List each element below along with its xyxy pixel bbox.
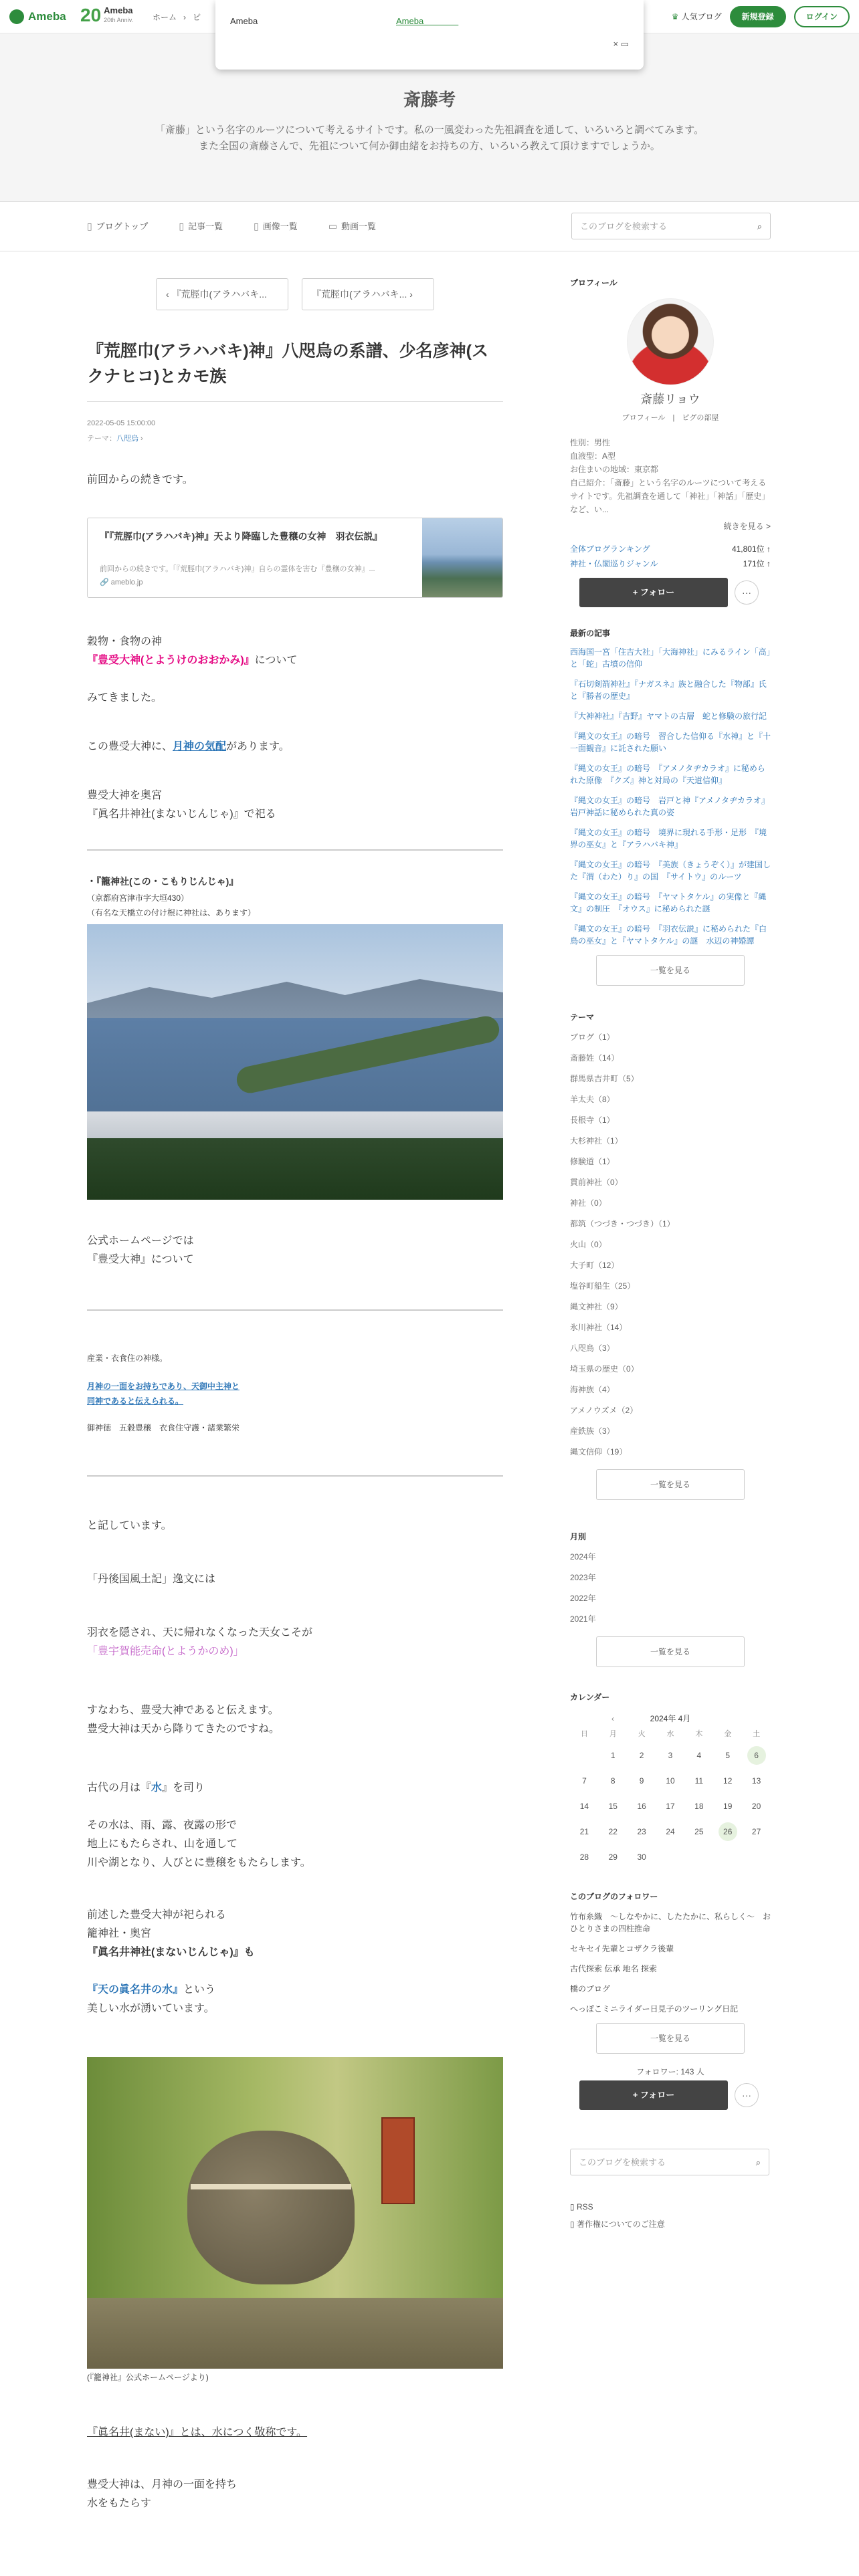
nav-blog-top[interactable]: ▯ ブログトップ [87,219,148,233]
calendar-grid [570,1729,771,1867]
login-button[interactable]: ログイン [794,6,850,27]
weekday-label: 日 [580,1729,588,1738]
theme-link[interactable]: 斎藤姓（14） [570,1053,619,1063]
profile-more-link[interactable]: 続きを見る > [723,521,771,531]
recent-article-link[interactable]: 『縄文の女王』の暗号 『ヤマトタケル』の実像と『縄文』の制圧 『オウス』に秘められた謎 [570,891,767,914]
calendar-day[interactable]: 15 [608,1802,617,1811]
calendar-section: カレンダー ‹ 2024年 4月 日 月 火 水 木 金 土 1 2 3 4 5 6 7 8 9 10 11 12 13 14 15 16 17 18 19 20 21 22 23 24 25 26 27 28 29 30 [570,1691,771,1867]
calendar-day[interactable]: 8 [610,1776,615,1786]
divider [87,1309,503,1311]
theme-link[interactable]: 火山（0） [570,1239,607,1249]
recent-article-link[interactable]: 『石切剣箭神社』『ナガスネ』族と融合した『物部』氏と『勝者の歴史』 [570,679,767,701]
calendar-day[interactable]: 30 [637,1852,646,1862]
blog-title[interactable]: 斎藤考 [403,90,456,110]
theme-link[interactable]: 大杉神社（1） [570,1136,623,1146]
recent-article-link[interactable]: 『縄文の女王』の暗号 境界に現れる手形・足形 『境界の巫女』と『アラハバキ神』 [570,827,767,849]
calendar-day [713,1848,742,1866]
article: ‹ 『荒脛巾(アラハバキ... 『荒脛巾(アラハバキ... › 『荒脛巾(アラハバキ)神』八咫烏の系譜、少名彦神(スクナヒコ)とカモ族 2022-05-05 15:00:00 テーマ：八咫烏 › 前回からの続きです。 『『荒脛巾(アラハバキ)神』天より降臨した豊穣の女神 羽衣伝説』 前回からの続きです。「『荒脛巾(アラハバキ)神』自らの霊体を害む『豊穣の女神』... 🔗 ameblo.jp 穀物・食物の神 『豊受大神(とようけのおおかみ)』について みてきました。 この豊受大神に、月神の気配があります。 豊受大神を奥宮 『眞名井神社(まないじんじゃ)』で祀る ・『籠神社(この・こもりじんじゃ)』 （京都府宮津市字大垣430） （有名な天橋立の付け根に神社は、あります） 公式ホームページでは 『豊受大神』について 産業・衣食住の神様。 月神の一面をお持ちであり、天御中主神と 同神であると伝えられる。 御神徳 五穀豊穣 衣食住守護・諸業繁栄 と記しています。 「丹後国風土記」逸文には 羽衣を隠され、天に帰れなくなった天女こそが 「豊宇賀能売命(とようかのめ)」 すなわち、豊受大神であると伝えます。 豊受大神は天から降りてきたのですね。 古代の月は『水』を司り その水は、雨、露、夜露の形で 地上にもたらされ、山を通して 川や湖となり、人びとに豊穣をもたらします。 前述した豊受大神が祀られる 籠神社・奥宮 『眞名井神社(まないじんじゃ)』も 『天の眞名井の水』という 美しい水が湧いています。 (『籠神社』公式ホームページより) 『眞名井(まない)』とは、水につく敬称です。 豊受大神は、月神の一面を持ち 水をもたらす [87,251,503,2513]
theme-link[interactable]: 群馬県吉井町（5） [570,1073,639,1083]
breadcrumb-sep: › [183,13,187,22]
breadcrumb-home[interactable]: ホーム [153,13,177,22]
article-theme: テーマ：八咫烏 › [87,434,143,443]
signup-button[interactable]: 新規登録 [730,6,786,27]
calendar-day [570,1746,599,1765]
recent-article-link[interactable]: 『縄文の女王』の暗号 岩戸と神『アメノタヂカラオ』岩戸神話に秘められた真の姿 [570,795,769,817]
theme-link[interactable]: ブログ（1） [570,1032,615,1042]
divider [87,1475,503,1477]
recent-article-link[interactable]: 西海国一宮「住吉大社」「大海神社」にみるライン「高」と「蛇」古墳の信仰 [570,647,771,669]
calendar-day[interactable]: 11 [694,1776,704,1786]
theme-link[interactable]: 八咫烏 [116,434,138,443]
theme-link[interactable]: 修験道（1） [570,1156,615,1166]
paragraph: 前回からの続きです。 [87,474,193,486]
month-link[interactable]: 2022年 [570,1593,596,1603]
popup-close-button[interactable]: × ▭ [613,39,629,49]
search-icon[interactable]: ⌕ [755,2157,761,2167]
rss-icon: ▯ [570,2202,575,2212]
top-actions [672,6,850,27]
theme-link[interactable]: 塩谷町船生（25） [570,1281,636,1291]
calendar-day[interactable]: 1 [610,1751,615,1760]
ranking-overall[interactable]: 全体ブログランキング 41,801位 ↑ [570,544,771,554]
month-link[interactable]: 2023年 [570,1572,596,1582]
theme-link[interactable]: 神社（0） [570,1198,607,1208]
theme-link[interactable]: アメノウズメ（2） [570,1405,638,1415]
calendar-day[interactable]: 26 [719,1822,737,1841]
months-more-button[interactable]: 一覧を見る [596,1636,745,1667]
article-title: 『荒脛巾(アラハバキ)神』八咫烏の系譜、少名彦神(スクナヒコ)とカモ族 [87,338,503,402]
theme-link[interactable]: 縄文信仰（19） [570,1446,628,1457]
recent-more-button[interactable]: 一覧を見る [596,955,745,986]
recent-article-link[interactable]: 『縄文の女王』の暗号 『美族（きょうぞく）』が建国した『渭（わた）り』の国 『サイトウ』のルーツ [570,859,771,881]
month-link[interactable]: 2024年 [570,1551,596,1562]
calendar-day[interactable]: 19 [723,1802,733,1811]
followers-more-button[interactable]: 一覧を見る [596,2023,745,2054]
recent-article-link[interactable]: 『大神神社』『吉野』ヤマトの古層 蛇と修験の旅行記 [570,711,767,721]
sidebar [570,251,771,2233]
profile-info: 性別：男性 血液型：A型 お住まいの地域：東京都 自己紹介：「斎藤」という名字のルーツについて考えるサイトです。先祖調査を通して「神社」「神話」「歴史」など、い... [570,437,770,514]
rss-link[interactable]: ▯ RSS [570,2202,593,2212]
list-icon: ▯ [179,221,185,231]
ameba-logo-icon [9,9,24,24]
theme-link[interactable]: 羊太夫（8） [570,1094,615,1104]
more-options-button[interactable]: ··· [735,2083,759,2107]
calendar-day[interactable]: 25 [694,1827,704,1836]
weekday-label: 金 [724,1729,732,1738]
calendar-day[interactable]: 4 [696,1751,702,1760]
blog-description: 「斎藤」という名字のルーツについて考えるサイトです。私の一風変わった先祖調査を通して、いろいろと調べてみます。 また全国の斎藤さんで、先祖について何か御由緒をお持ちの方、いろいろ教えて頂けますでしょうか。 [155,124,704,152]
calendar-day[interactable]: 6 [747,1746,766,1765]
manai-shrine-photo [87,2057,503,2369]
follower-blog-link[interactable]: 竹布糸織 ～しなやかに、したたかに、私らしく～ おひとりさまの四柱推命 [570,1912,771,1933]
calendar-day [742,1848,771,1866]
weekday-label: 月 [609,1729,617,1738]
theme-link[interactable]: 産鉄族（3） [570,1426,615,1436]
crown-icon: ♛ [671,12,679,21]
theme-link[interactable]: 長根寺（1） [570,1115,615,1125]
recent-article-link[interactable]: 『縄文の女王』の暗号 『アメノタヂカラオ』に秘められた原像 『クズ』神と対局の『天道信仰』 [570,763,765,785]
calendar-day[interactable]: 9 [639,1776,644,1786]
calendar-day[interactable]: 3 [668,1751,673,1760]
article-pager [87,278,503,310]
theme-link[interactable]: 埼玉県の歴史（0） [570,1364,639,1374]
copyright-link[interactable]: ▯ 著作権についてのご注意 [570,2220,665,2229]
profile-link[interactable]: プロフィール [622,414,666,422]
calendar-day[interactable]: 21 [579,1827,589,1836]
pigg-room-link[interactable]: ピグの部屋 [682,414,719,422]
theme-link[interactable]: 八咫烏（3） [570,1343,615,1353]
amanohashidate-photo [87,924,503,1200]
prev-month-button[interactable]: ‹ [611,1713,614,1723]
follow-button[interactable]: + フォロー [579,2080,728,2110]
anniversary-logo[interactable]: 20 Ameba 20th Anniv. [80,5,134,25]
calendar-day[interactable]: 27 [751,1827,761,1836]
theme-link[interactable]: 海神族（4） [570,1384,615,1394]
card-thumbnail [422,518,502,598]
article-date: 2022-05-05 15:00:00 [87,419,156,427]
follower-blog-link[interactable]: セキセイ先輩とコザクラ後輩 [570,1944,674,1953]
profile-name[interactable]: 斎藤リョウ [640,393,700,406]
nav-image-list[interactable]: ▯ 画像一覧 [254,219,298,233]
recent-article-link[interactable]: 『縄文の女王』の暗号 『羽衣伝説』に秘められた『白鳥の巫女』と『ヤマトタケル』の謎 水辺の神婚譚 [570,924,767,946]
quote-block: ・『籠神社(この・こもりじんじゃ)』 （京都府宮津市字大垣430） （有名な天橋立の付け根に神社は、あります） [87,876,256,918]
follower-blog-link[interactable]: 橋のブログ [570,1984,611,1994]
followers-section: このブログのフォロワー 竹布糸織 ～しなやかに、したたかに、私らしく～ おひとりさまの四柱推命 セキセイ先輩とコザクラ後輩 古代探索 伝承 地名 探索 橋のブログ へっぽこミニライダー日見子のツーリング日記 一覧を見る フォロワー: 143 人 + フォロー ··· [570,1891,771,2110]
month-link[interactable]: 2021年 [570,1614,596,1624]
weekday-label: 水 [666,1729,674,1738]
divider [87,849,503,851]
recent-articles: 最新の記事 西海国一宮「住吉大社」「大海神社」にみるライン「高」と「蛇」古墳の信仰 『石切剣箭神社』『ナガスネ』族と融合した『物部』氏と『勝者の歴史』 『大神神社』『吉野』ヤマトの古層 蛇と修験の旅行記 『縄文の女王』の暗号 習合した信仰る『水神』と『十一面観音』に託された願い 『縄文の女王』の暗号 『アメノタヂカラオ』に秘められた原像 『クズ』神と対局の『天道信仰』 『縄文の女王』の暗号 岩戸と神『アメノタヂカラオ』岩戸神話に秘められた真の姿 『縄文の女王』の暗号 境界に現れる手形・足形 『境界の巫女』と『アラハバキ神』 『縄文の女王』の暗号 『美族（きょうぞく）』が建国した『渭（わた）り』の国 『サイトウ』のルーツ 『縄文の女王』の暗号 『ヤマトタケル』の実像と『縄文』の制圧 『オウス』に秘められた謎 『縄文の女王』の暗号 『羽衣伝説』に秘められた『白鳥の巫女』と『ヤマトタケル』の謎 水辺の神婚譚 一覧を見る [570,627,771,986]
calendar-day[interactable]: 16 [637,1802,646,1811]
nav-article-list[interactable]: ▯ 記事一覧 [179,219,223,233]
weekday-label: 火 [638,1729,646,1738]
video-icon: ▭ [328,221,338,231]
quote-block-2: 産業・衣食住の神様。 月神の一面をお持ちであり、天御中主神と 同神であると伝えられる。 御神徳 五穀豊穣 衣食住守護・諸業繁栄 [87,1354,240,1432]
follower-blog-link[interactable]: 古代探索 伝承 地名 探索 [570,1964,658,1973]
link-card[interactable]: 『『荒脛巾(アラハバキ)神』天より降臨した豊穣の女神 羽衣伝説』 前回からの続きです。「『荒脛巾(アラハバキ)神』自らの霊体を害む『豊穣の女神』... 🔗 ameblo.jp [87,518,503,598]
calendar-day[interactable]: 10 [666,1776,675,1786]
more-options-button[interactable]: ··· [735,580,759,605]
weekday-label: 土 [753,1729,761,1738]
calendar-day[interactable]: 17 [666,1802,675,1811]
calendar-day [684,1848,713,1866]
themes-more-button[interactable]: 一覧を見る [596,1469,745,1500]
profile-section: プロフィール 斎藤リョウ プロフィール | ピグの部屋 性別：男性 血液型：A型 お住まいの地域：東京都 自己紹介：「斎藤」という名字のルーツについて考えるサイトです。先祖調査を通して「神社」「神話」「歴史」など、い... 続きを見る > 全体ブログランキング 41,801位 ↑ 神社・仏閣巡りジャンル 171位 ↑ + フォロー ··· [570,277,771,607]
theme-link[interactable]: 都筑（つづき・つづき）（1） [570,1218,675,1228]
photo-caption: (『籠神社』公式ホームページより) [87,2373,209,2382]
calendar-day[interactable]: 13 [751,1776,761,1786]
calendar-day[interactable]: 12 [723,1776,733,1786]
calendar-day[interactable]: 18 [694,1802,704,1811]
calendar-day[interactable]: 29 [608,1852,617,1862]
follower-blog-link[interactable]: へっぽこミニライダー日見子のツーリング日記 [570,2004,739,2014]
recent-article-link[interactable]: 『縄文の女王』の暗号 習合した信仰る『水神』と『十一面観音』に託された願い [570,731,771,753]
themes-section: テーマ ブログ（1） 斎藤姓（14） 群馬県吉井町（5） 羊太夫（8） 長根寺（1） 大杉神社（1） 修験道（1） 貫前神社（0） 神社（0） 都筑（つづき・つづき）（1） 火山（0） 大子町（12） 塩谷町船生（25） 縄文神社（9） 氷川神社（14） 八咫烏（3） 埼玉県の歴史（0） 海神族（4） アメノウズメ（2） 産鉄族（3） 縄文信仰（19） 一覧を見る [570,1011,771,1500]
popup-link[interactable]: Ameba ＿＿ [396,16,459,26]
calendar-day[interactable]: 23 [637,1827,646,1836]
next-article-link[interactable]: 『荒脛巾(アラハバキ... › [302,278,434,310]
calendar-day[interactable]: 2 [639,1751,644,1760]
sidebar-search-input[interactable]: このブログを検索する ⌕ [570,2149,769,2175]
weekday-label: 木 [695,1729,703,1738]
calendar-day[interactable]: 24 [666,1827,675,1836]
calendar-day[interactable]: 20 [751,1802,761,1811]
grid-icon: ▯ [87,221,92,231]
sidebar-footer [570,2198,771,2233]
monthly-section: 月別 2024年 2023年 2022年 2021年 一覧を見る [570,1531,771,1667]
theme-link[interactable]: 縄文神社（9） [570,1301,623,1311]
popular-blog-link[interactable]: ♛ 人気ブログ [671,12,722,21]
follow-button[interactable]: + フォロー [579,578,728,607]
breadcrumb-item[interactable]: ピ [193,13,201,22]
nav-video-list[interactable]: ▭ 動画一覧 [328,219,376,233]
image-icon: ▯ [254,221,259,231]
calendar-day [656,1848,685,1866]
ameba-logo[interactable]: Ameba [9,8,66,25]
ameba-popup [215,0,644,70]
prev-article-link[interactable]: ‹ 『荒脛巾(アラハバキ... [156,278,288,310]
ranking-genre[interactable]: 神社・仏閣巡りジャンル 171位 ↑ [570,558,771,568]
calendar-day[interactable]: 28 [579,1852,589,1862]
popup-label: Ameba [230,16,258,26]
theme-link[interactable]: 大子町（12） [570,1260,619,1270]
calendar-day[interactable]: 5 [725,1751,731,1760]
blog-search-input[interactable]: このブログを検索する ⌕ [571,213,771,239]
moon-god-link[interactable]: 月神の気配 [173,741,227,752]
calendar-title: 2024年 4月 [650,1713,691,1723]
breadcrumb [153,11,201,23]
search-icon[interactable]: ⌕ [757,221,762,231]
theme-link[interactable]: 氷川神社（14） [570,1322,628,1332]
calendar-day[interactable]: 14 [579,1802,589,1811]
avatar[interactable] [627,298,714,385]
calendar-day[interactable]: 22 [608,1827,617,1836]
calendar-day[interactable]: 7 [582,1776,587,1786]
section-heading: プロフィール [570,278,617,288]
follower-count: フォロワー: 143 人 [636,2067,704,2076]
theme-link[interactable]: 貫前神社（0） [570,1177,623,1187]
